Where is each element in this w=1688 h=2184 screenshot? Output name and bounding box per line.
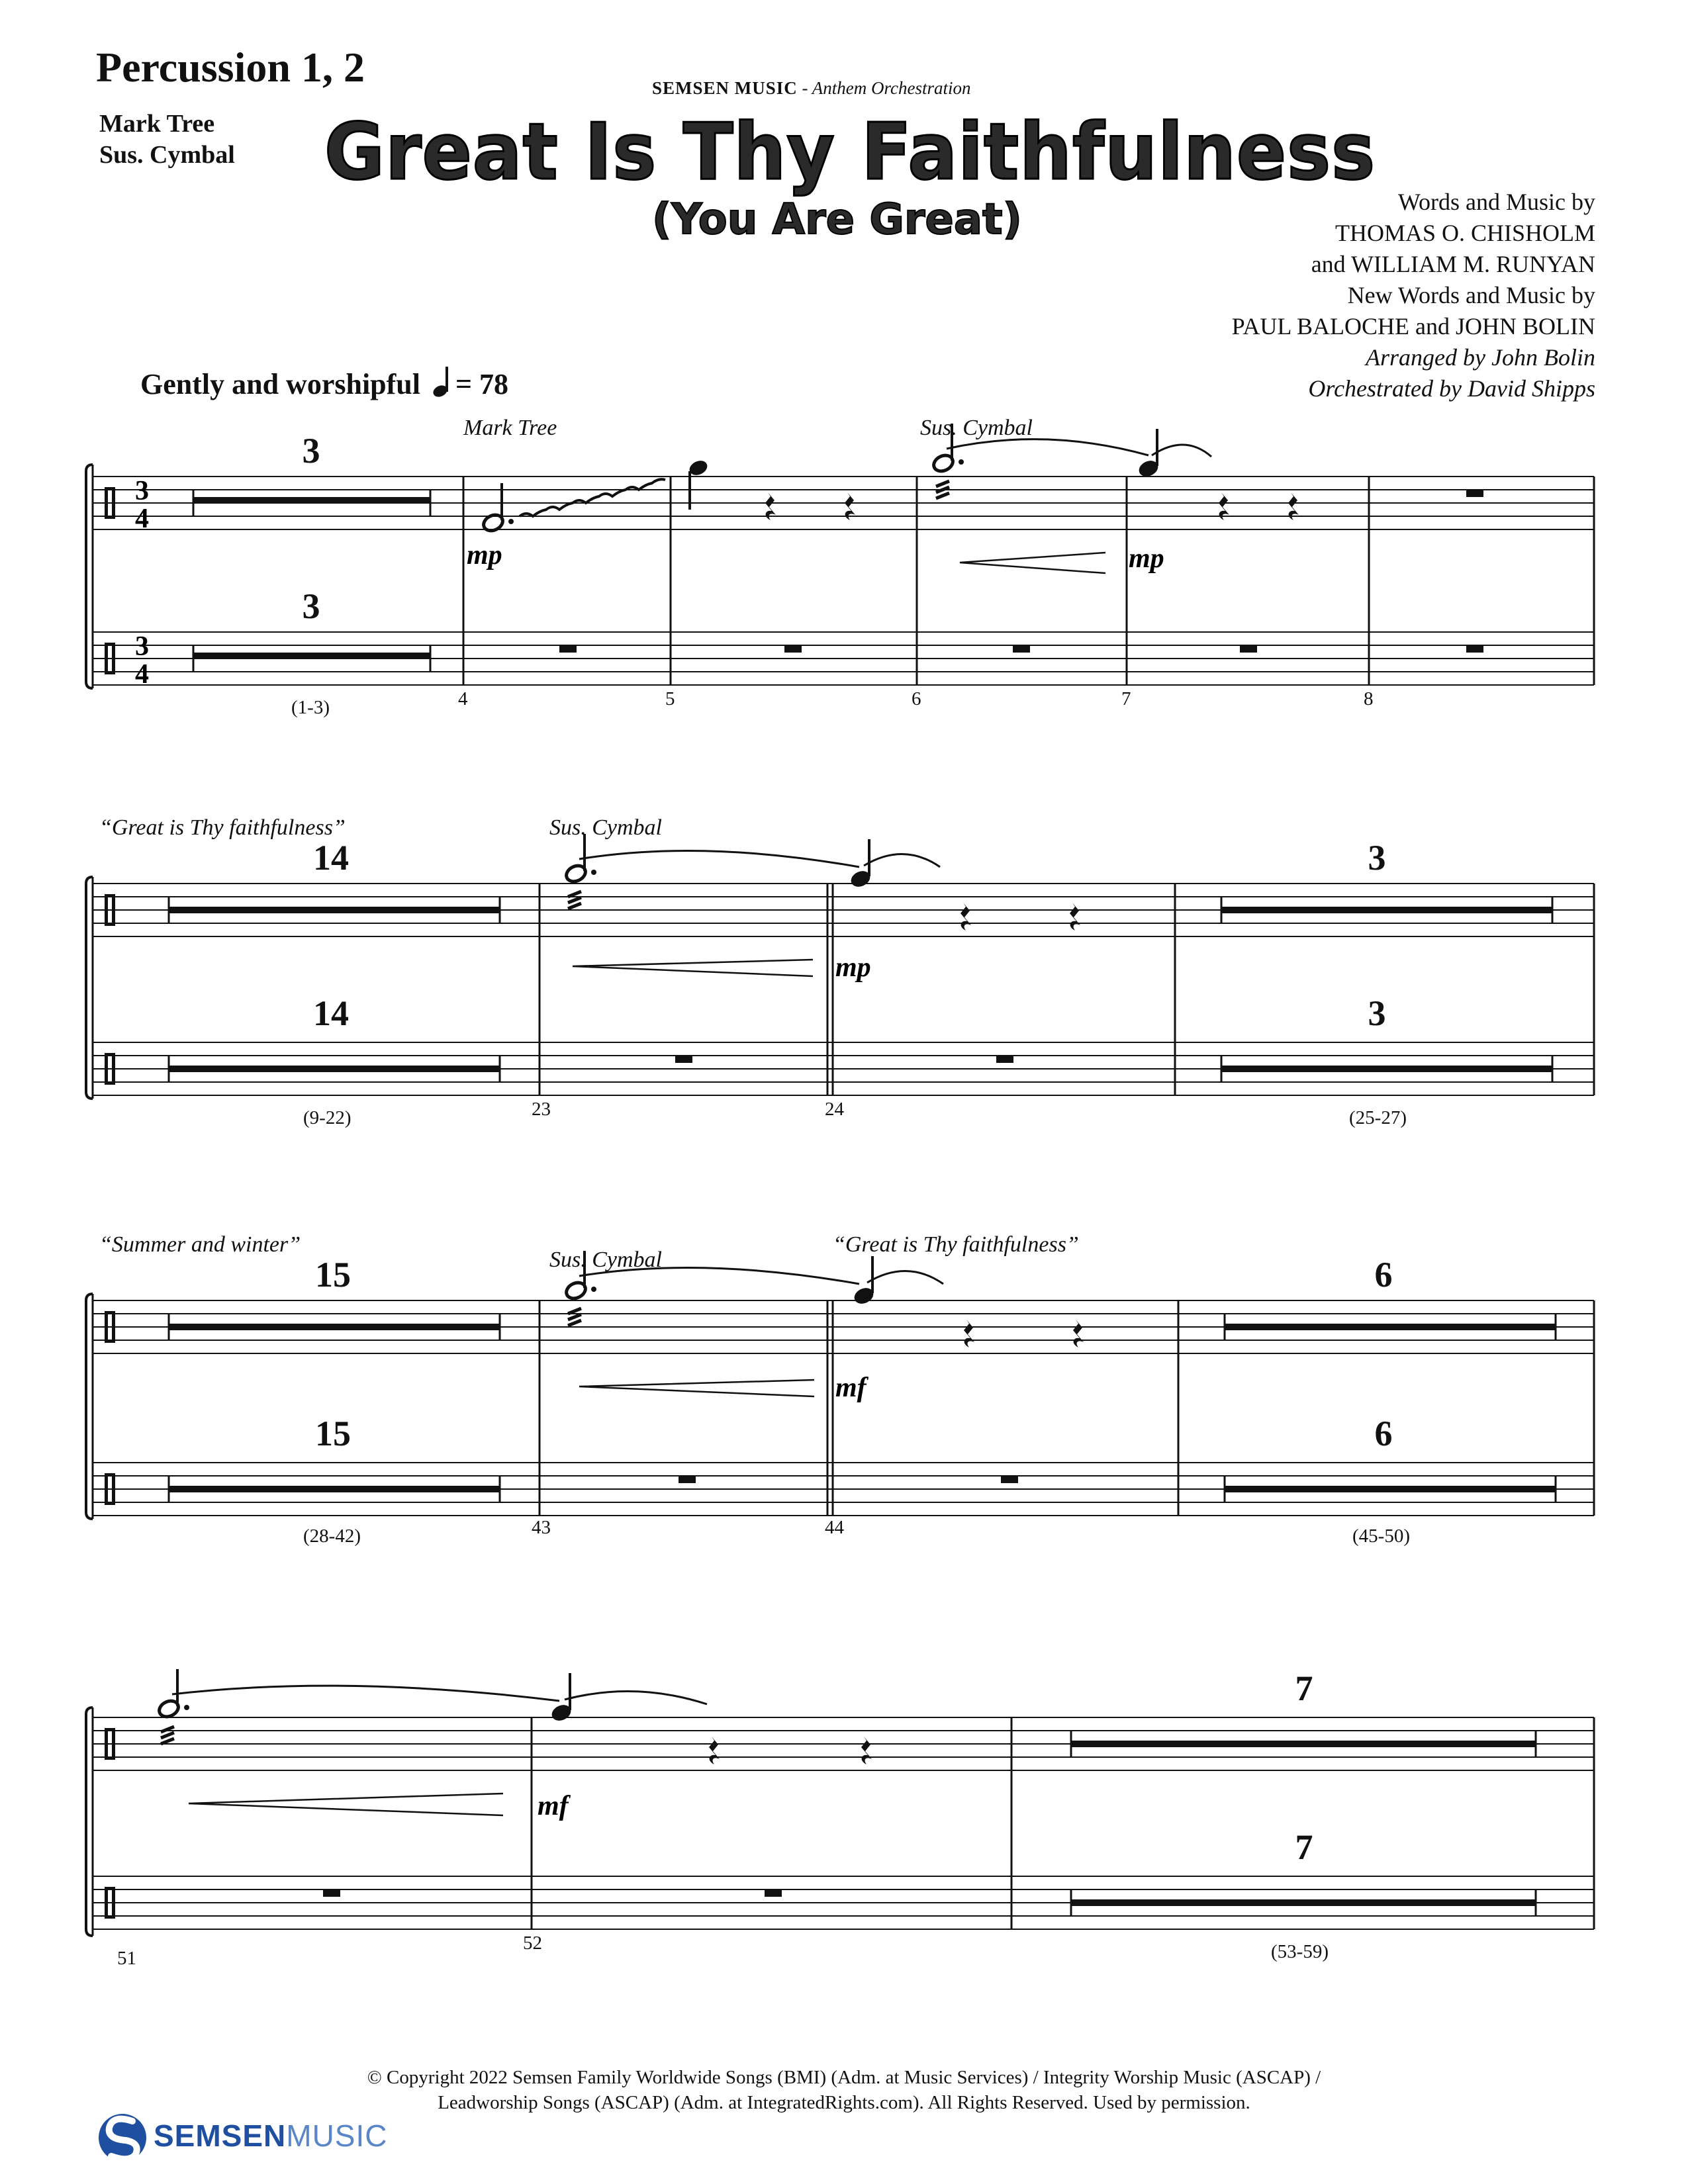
multirest-count: 3 (302, 431, 320, 471)
dynamic-mp: mp (467, 540, 502, 570)
cue-sus-cymbal: Sus. Cymbal (549, 1248, 662, 1272)
measure-number: 23 (532, 1099, 551, 1120)
part-name: Percussion 1, 2 (96, 44, 365, 91)
credit-line: Words and Music by (1397, 189, 1595, 215)
song-subtitle: (You Are Great) (652, 195, 1022, 244)
credit-line: New Words and Music by (1347, 282, 1595, 308)
system-4 (86, 1669, 1594, 1936)
measure-number: (1-3) (291, 697, 330, 718)
multirest-count: 14 (313, 838, 349, 878)
logo-wordmark: SEMSENMUSIC (154, 2118, 388, 2153)
arranger-credit: Arranged by John Bolin (1366, 344, 1595, 371)
multirest-count: 6 (1374, 1255, 1393, 1295)
multirest-count: 3 (1368, 993, 1386, 1033)
copyright-notice (0, 2065, 1688, 2115)
copyright-line: © Copyright 2022 Semsen Family Worldwide Songs (BMI) (Adm. at Music Services) / Integrity Worship Music (ASCAP) / (367, 2067, 1321, 2088)
cue-sus-cymbal: Sus. Cymbal (549, 815, 662, 840)
cue-lyric: “Great is Thy faithfulness” (99, 815, 346, 840)
tempo-value: = 78 (455, 368, 509, 400)
dynamic-mp: mp (1129, 543, 1164, 574)
multirest-count: 6 (1374, 1414, 1393, 1453)
time-sig-bottom: 4 (135, 504, 149, 534)
cue-lyric: “Great is Thy faithfulness” (833, 1232, 1079, 1257)
tempo-text: Gently and worshipful (140, 368, 420, 400)
cue-sus-cymbal: Sus. Cymbal (920, 416, 1033, 440)
cue-lyric: “Summer and winter” (99, 1232, 301, 1257)
song-title: Great Is Thy Faithfulness (324, 106, 1376, 197)
multirest-count: 7 (1295, 1827, 1313, 1867)
instrument-mark-tree: Mark Tree (99, 110, 215, 138)
measure-number: (25-27) (1349, 1107, 1407, 1128)
multirest-count: 3 (302, 586, 320, 626)
multirest-count: 15 (315, 1255, 351, 1295)
cue-mark-tree: Mark Tree (463, 416, 557, 440)
multirest-count: 7 (1295, 1668, 1313, 1708)
measure-number: 52 (523, 1933, 542, 1954)
measure-number: (9-22) (303, 1107, 352, 1128)
credit-line: and WILLIAM M. RUNYAN (1311, 251, 1595, 277)
measure-number: 51 (117, 1948, 136, 1969)
measure-number: 5 (665, 688, 675, 709)
svg-text:4: 4 (135, 659, 149, 690)
instrument-sus-cymbal: Sus. Cymbal (99, 141, 235, 169)
svg-text:3: 3 (135, 631, 149, 662)
measure-number: 7 (1121, 688, 1131, 709)
multirest-count: 14 (313, 993, 349, 1033)
dynamic-mp: mp (835, 952, 871, 983)
measure-number: (28-42) (303, 1525, 361, 1547)
publisher-logo (154, 2118, 388, 2154)
measure-number: (53-59) (1271, 1941, 1329, 1962)
time-sig-top: 3 (135, 476, 149, 506)
measure-number: 24 (825, 1099, 844, 1120)
publisher-suffix: - Anthem Orchestration (802, 78, 971, 98)
measure-number: 6 (912, 688, 921, 709)
dynamic-mf: mf (538, 1791, 569, 1821)
measure-number: 43 (532, 1517, 551, 1538)
measure-number: 44 (825, 1517, 844, 1538)
copyright-line: Leadworship Songs (ASCAP) (Adm. at IntegratedRights.com). All Rights Reserved. Used by permission. (438, 2092, 1250, 2113)
credit-line: PAUL BALOCHE and JOHN BOLIN (1231, 313, 1595, 340)
publisher-brand: SEMSEN MUSIC (652, 78, 798, 98)
measure-number: 8 (1364, 688, 1374, 709)
measure-number: (45-50) (1352, 1525, 1410, 1547)
dynamic-mf: mf (835, 1373, 867, 1403)
multirest-count: 3 (1368, 838, 1386, 878)
measure-number: 4 (458, 688, 468, 709)
semsen-logo-icon (99, 2114, 146, 2161)
orchestrator-credit: Orchestrated by David Shipps (1308, 375, 1595, 402)
credit-line: THOMAS O. CHISHOLM (1335, 220, 1595, 246)
multirest-count: 15 (315, 1414, 351, 1453)
